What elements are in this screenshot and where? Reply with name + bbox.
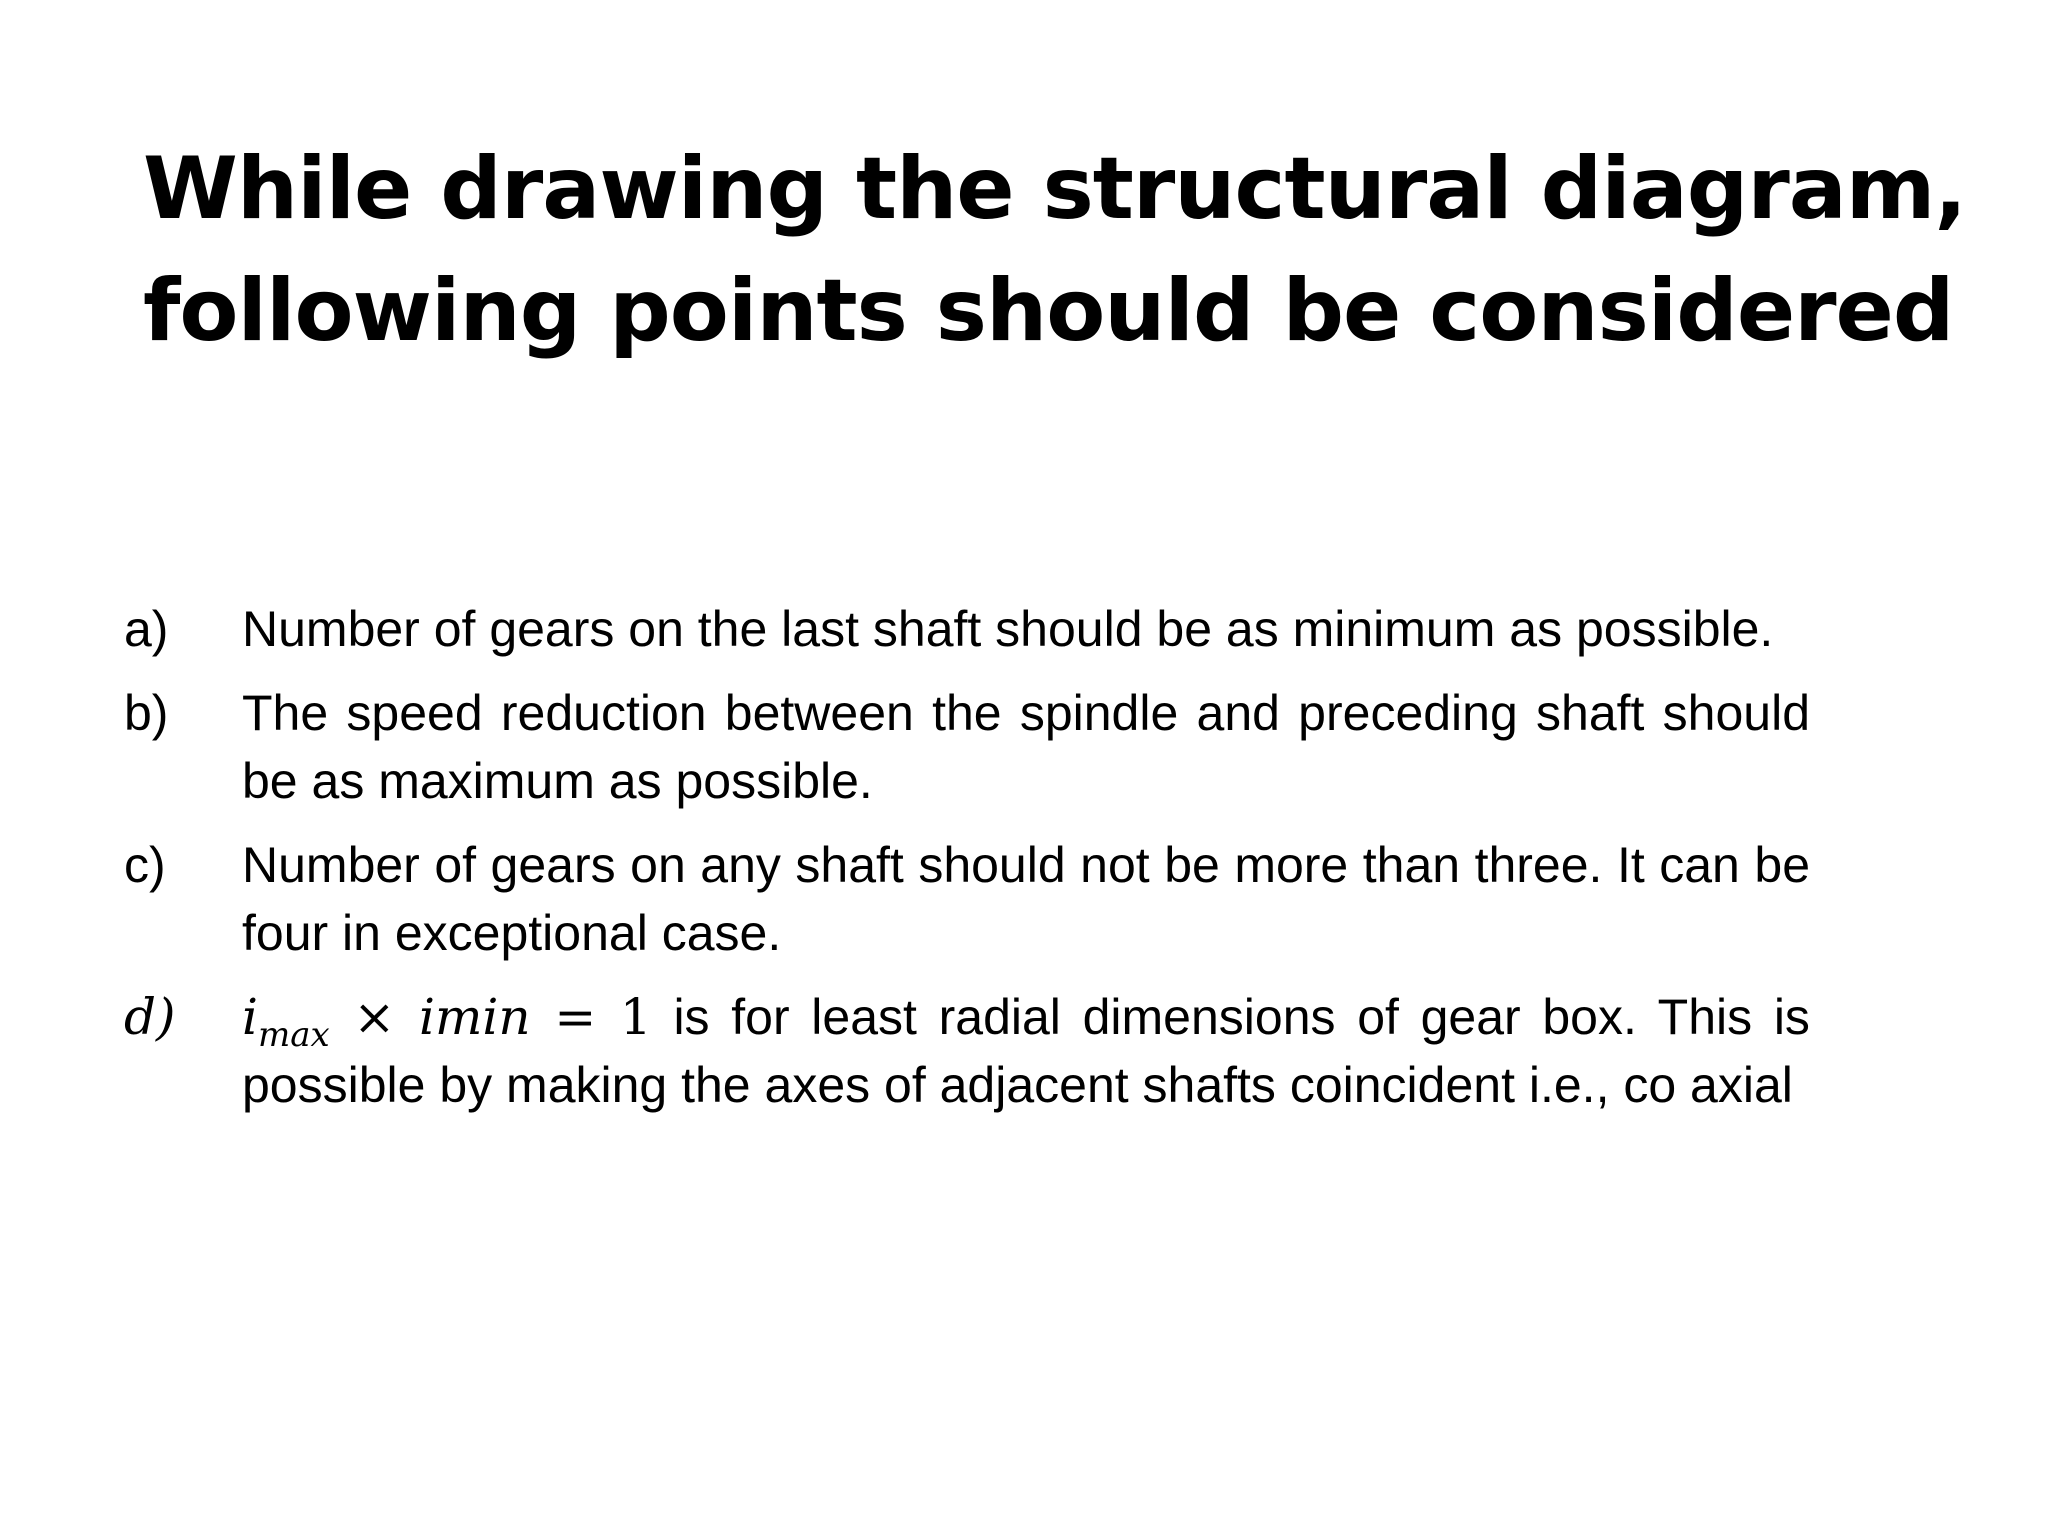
list-marker: b) bbox=[124, 685, 169, 741]
list-item-text: Number of gears on any shaft should not be more than three. It can be four in exceptional case. bbox=[242, 837, 1810, 961]
math-expression bbox=[242, 988, 652, 1055]
title-line-1: While drawing the structural diagram, bbox=[143, 139, 1967, 239]
slide-title bbox=[143, 128, 1967, 372]
list-item-text: The speed reduction between the spindle and preceding shaft should be as maximum as possible. bbox=[242, 685, 1810, 809]
list-item-text: Number of gears on the last shaft should be as minimum as possible. bbox=[242, 601, 1774, 657]
list-item-c bbox=[124, 831, 1810, 967]
bullet-list bbox=[124, 595, 1810, 1135]
list-item-b bbox=[124, 679, 1810, 815]
list-marker: c) bbox=[124, 837, 166, 893]
list-item-text: is for least radial dimensions of gear box. This is possible by making the axes of adjacent shafts coincident i.e., co axial bbox=[242, 989, 1810, 1113]
list-marker: a) bbox=[124, 601, 169, 657]
list-marker: d) bbox=[124, 988, 176, 1046]
math-imin: imin bbox=[419, 988, 531, 1046]
math-subscript-max: max bbox=[258, 1015, 330, 1055]
list-item-a bbox=[124, 595, 1810, 663]
list-item-d bbox=[124, 983, 1810, 1119]
math-one: 1 bbox=[619, 988, 652, 1046]
math-i: i bbox=[242, 988, 258, 1046]
title-line-2: following points should be considered bbox=[143, 261, 1954, 361]
math-equals: = bbox=[554, 988, 597, 1046]
math-times: × bbox=[353, 988, 396, 1046]
